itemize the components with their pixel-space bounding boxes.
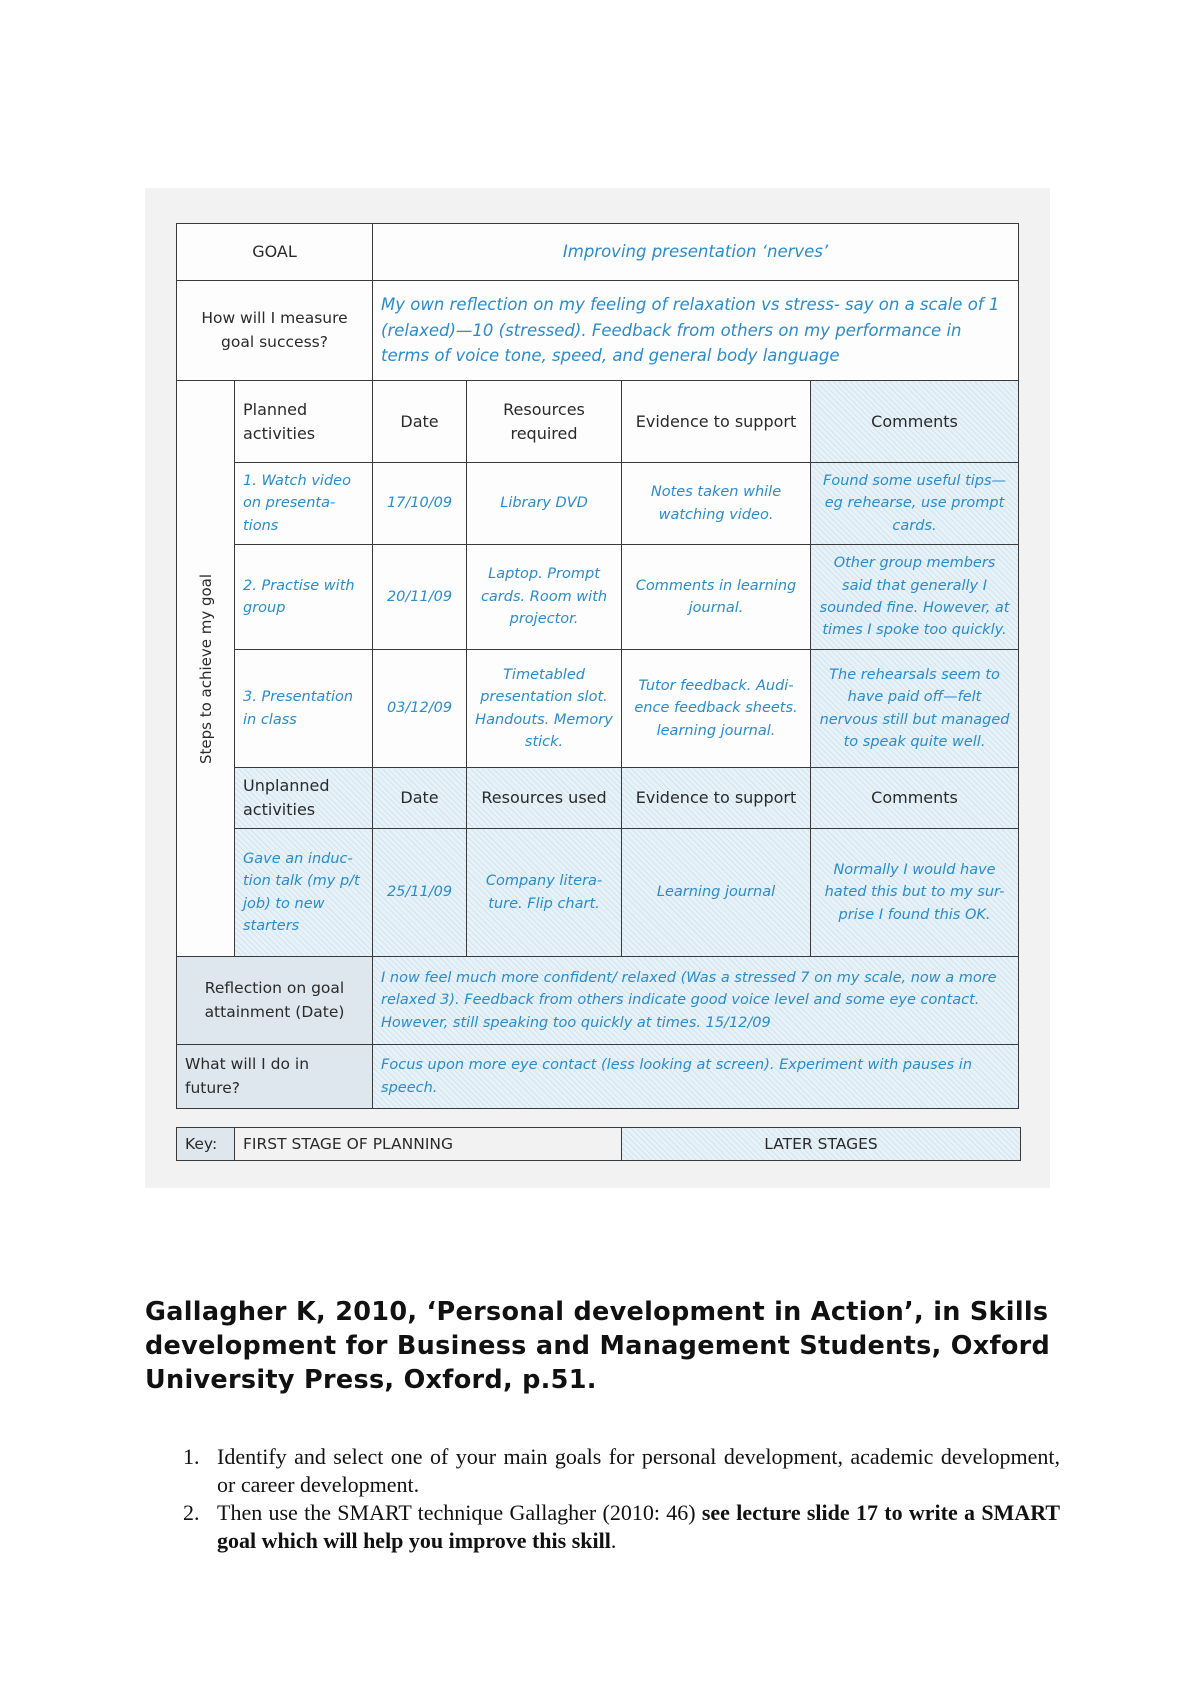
- comments-header: Comments: [811, 381, 1019, 463]
- resources-header: Resources required: [467, 381, 622, 463]
- unplanned-header: Unplanned activities: [235, 768, 373, 829]
- key-label: Key:: [177, 1128, 235, 1161]
- planned-header: Planned activities: [235, 381, 373, 463]
- evidence-header: Evidence to support: [622, 381, 811, 463]
- task-list: [145, 1443, 1060, 1555]
- resources-used-header: Resources used: [467, 768, 622, 829]
- table-row: 3. Presentation in class 03/12/09 Timetabled presentation slot. Handouts. Memory stick. Tutor feedback. Audi- ence feedback sheets. learning journal. The rehearsals seem to have paid off—felt nervous still but managed to speak quite well.: [177, 650, 1019, 768]
- citation: Gallagher K, 2010, ‘Personal development in Action’, in Skills development for Business and Management Students, Oxford University Press, Oxford, p.51.: [145, 1297, 1051, 1395]
- key-first-stage: FIRST STAGE OF PLANNING: [235, 1128, 622, 1161]
- unplanned-date-header: Date: [373, 768, 467, 829]
- goal-planning-table: [176, 223, 1019, 1109]
- table-row: Gave an induc- tion talk (my p/t job) to new starters 25/11/09 Company litera- ture. Flip chart. Learning journal Normally I would have hated this but to my sur- prise I found this OK.: [177, 829, 1019, 957]
- key-later-stages: LATER STAGES: [622, 1128, 1021, 1161]
- goal-label: GOAL: [177, 224, 373, 281]
- goal-value: Improving presentation ‘nerves’: [373, 224, 1019, 281]
- future-label: What will I do in future?: [177, 1045, 373, 1109]
- steps-label: Steps to achieve my goal: [177, 381, 235, 957]
- table-row: 1. Watch video on presenta- tions 17/10/09 Library DVD Notes taken while watching video. Found some useful tips— eg rehearse, use prompt cards.: [177, 463, 1019, 545]
- list-item: 1. Identify and select one of your main goals for personal development, academic development, or career development.: [183, 1444, 1060, 1497]
- measure-label: How will I measure goal success?: [177, 281, 373, 381]
- unplanned-comments-header: Comments: [811, 768, 1019, 829]
- reflection-value: I now feel much more confident/ relaxed (Was a stressed 7 on my scale, now a more relaxed 3). Feedback from others indicate good voice level and some eye contact. However, still speaking too quickly at times. 15/12/09: [373, 957, 1019, 1045]
- future-value: Focus upon more eye contact (less looking at screen). Experiment with pauses in speech.: [373, 1045, 1019, 1109]
- date-header: Date: [373, 381, 467, 463]
- key-legend: [176, 1127, 1021, 1161]
- reflection-label: Reflection on goal attainment (Date): [177, 957, 373, 1045]
- unplanned-evidence-header: Evidence to support: [622, 768, 811, 829]
- list-item: 2. Then use the SMART technique Gallagher (2010: 46) see lecture slide 17 to write a SMART goal which will help you improve this skill.: [183, 1500, 1060, 1553]
- measure-value: My own reflection on my feeling of relaxation vs stress- say on a scale of 1 (relaxed)—10 (stressed). Feedback from others on my performance in terms of voice tone, speed, and general body language: [373, 281, 1019, 381]
- table-row: 2. Practise with group 20/11/09 Laptop. Prompt cards. Room with projector. Comments in learning journal. Other group members said that generally I sounded fine. However, at times I spoke too quickly.: [177, 545, 1019, 650]
